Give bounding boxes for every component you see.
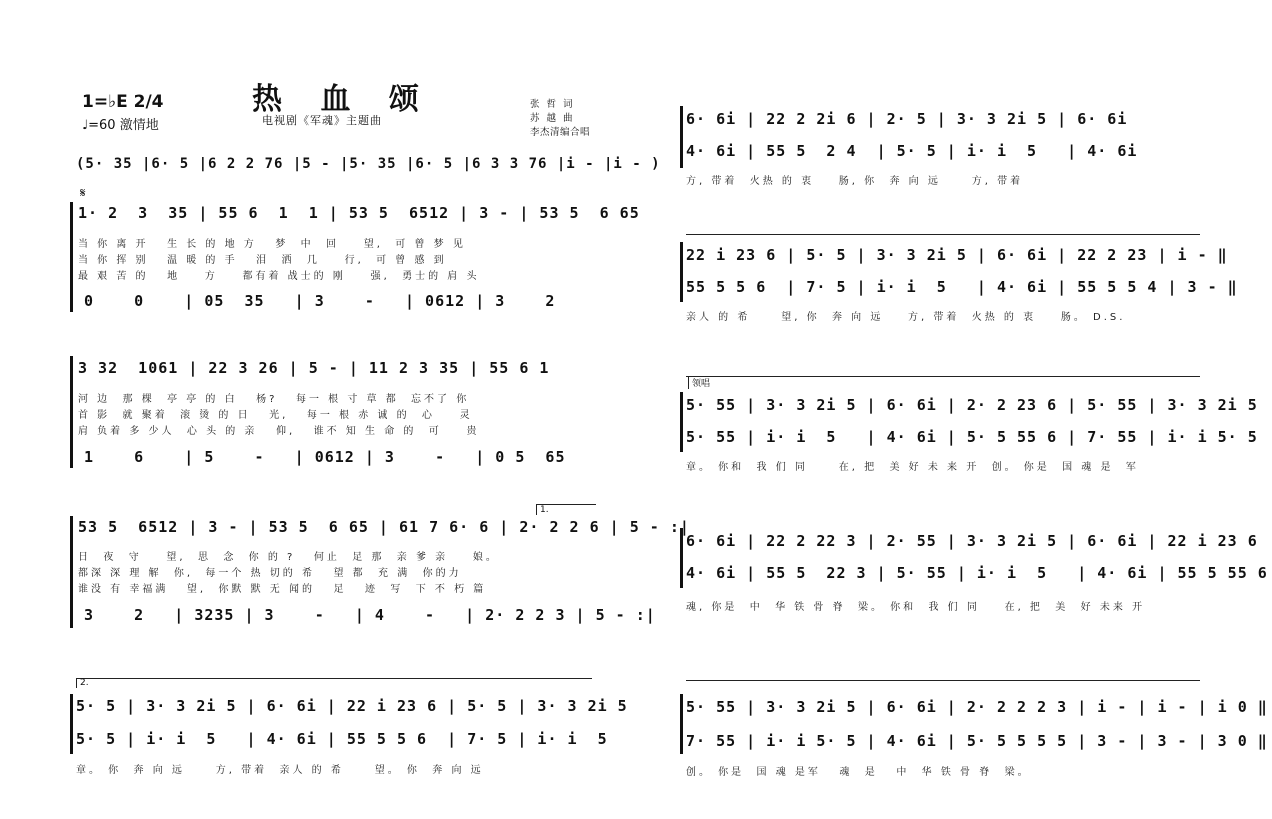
composer-credit: 苏 越 曲 [530,113,575,124]
lyrics-verse-2: 当 你 挥 别 温 暖 的 手 泪 洒 几 行, 可 曾 感 到 [78,255,447,266]
lower-voice: 5· 5 | i· i 5 | 4· 6i | 55 5 5 6 | 7· 5 | i· i 5 [76,730,608,748]
lyrics-verse-3: 肩 负着 多 少人 心 头 的 亲 仰, 谁不 知 生 命 的 可 贵 [78,426,480,437]
lyrics-line: 方, 带着 火热 的 衷 肠, 你 奔 向 远 方, 带着 [686,176,1024,187]
upper-voice: 5· 5 | 3· 3 2i 5 | 6· 6i | 22 i 23 6 | 5· 5 | 3· 3 2i 5 [76,697,628,715]
lower-voice: 5· 55 | i· i 5 | 4· 6i | 5· 5 55 6 | 7· 55 | i· i 5· 5 [686,428,1258,446]
lyrics-line: 创。 你是 国 魂 是军 魂 是 中 华 铁 骨 脊 梁。 [686,767,1031,778]
staff-line [686,234,1200,235]
singers-credit: 李杰清编合唱 [530,127,591,138]
system-brace [680,242,683,302]
upper-voice: 53 5 6512 | 3 - | 53 5 6 65 | 61 7 6· 6 | 2· 2 2 6 | 5 - :| [78,518,690,536]
lower-voice: 3 2 | 3235 | 3 - | 4 - | 2· 2 2 3 | 5 - :| [84,606,656,624]
lyrics-verse-2: 都深 深 理 解 你, 每一个 热 切的 希 望 都 充 满 你的力 [78,568,462,579]
lower-voice: 1 6 | 5 - | 0612 | 3 - | 0 5 65 [84,448,566,466]
upper-voice: 5· 55 | 3· 3 2i 5 | 6· 6i | 2· 2 23 6 | 5· 55 | 3· 3 2i 5 [686,396,1258,414]
upper-voice: 6· 6i | 22 2 22 3 | 2· 55 | 3· 3 2i 5 | 6· 6i | 22 i 23 6 [686,532,1258,550]
staff-line [686,376,1200,377]
lyrics-line: 章。 你 奔 向 远 方, 带着 亲人 的 希 望。 你 奔 向 远 [76,765,484,776]
song-title: 热 血 颂 [252,82,433,117]
lower-voice: 55 5 5 6 | 7· 5 | i· i 5 | 4· 6i | 55 5 5 4 | 3 - ‖ [686,278,1238,296]
volta-line [76,678,592,679]
intro-line: (5· 35 |6· 5 |6 2 2 76 |5 - |5· 35 |6· 5 |6 3 3 76 |i - |i - ) [76,156,661,172]
lyrics-verse-1: 河 边 那 棵 亭 亭 的 白 杨? 每一 根 寸 草 都 忘不了 你 [78,394,470,405]
system-brace [680,528,683,588]
upper-voice: 5· 55 | 3· 3 2i 5 | 6· 6i | 2· 2 2 2 3 | i - | i - | i 0 ‖ [686,698,1268,716]
upper-voice: 1· 2 3 35 | 55 6 1 1 | 53 5 6512 | 3 - | 53 5 6 65 [78,204,640,222]
lyrics-verse-3: 谁没 有 幸福满 望, 你默 默 无 闻的 足 迹 写 下 不 朽 篇 [78,584,487,595]
lyrics-verse-1: 日 夜 守 望, 思 念 你 的 ? 何止 足 那 亲 爹 亲 娘。 [78,552,499,563]
lower-voice: 7· 55 | i· i 5· 5 | 4· 6i | 5· 5 5 5 5 | 3 - | 3 - | 3 0 ‖ [686,732,1268,750]
key-signature: 1=♭E 2/4 [82,92,164,112]
lyrics-line: 章。 你和 我 们 同 在, 把 美 好 未 来 开 创。 你是 国 魂 是 军 [686,462,1139,473]
segno-icon: 𝄋 [80,186,86,201]
system-brace [680,392,683,452]
lyrics-line: 亲人 的 希 望, 你 奔 向 远 方, 带着 火热 的 衷 肠。 D.S. [686,312,1126,323]
lyrics-verse-2: 首 影 就 聚着 滚 烫 的 日 光, 每一 根 赤 诚 的 心 灵 [78,410,473,421]
volta-2: 2. [76,678,100,688]
system-brace [70,202,73,312]
tempo-marking: ♩=60 激情地 [82,118,159,133]
system-brace [680,106,683,168]
lyrics-verse-3: 最 艰 苦 的 地 方 都有着 战士的 刚 强, 勇士的 肩 头 [78,271,480,282]
upper-voice: 3 32 1061 | 22 3 26 | 5 - | 11 2 3 35 | 55 6 1 [78,359,550,377]
lyrics-line: 魂, 你是 中 华 铁 骨 脊 梁。 你和 我 们 同 在, 把 美 好 未来 开 [686,602,1146,613]
system-brace [70,694,73,754]
upper-voice: 22 i 23 6 | 5· 5 | 3· 3 2i 5 | 6· 6i | 22 2 23 | i - ‖ [686,246,1228,264]
lyrics-verse-1: 当 你 离 开 生 长 的 地 方 梦 中 回 望, 可 曾 梦 见 [78,239,466,250]
staff-line [686,680,1200,681]
lyricist-credit: 张 哲 词 [530,99,575,110]
song-subtitle: 电视剧《军魂》主题曲 [262,114,382,127]
solo-tag: 领唱 [688,376,732,389]
lower-voice: 0 0 | 05 35 | 3 - | 0612 | 3 2 [84,292,556,310]
lower-voice: 4· 6i | 55 5 2 4 | 5· 5 | i· i 5 | 4· 6i [686,142,1138,160]
system-brace [70,356,73,468]
lower-voice: 4· 6i | 55 5 22 3 | 5· 55 | i· i 5 | 4· 6i | 55 5 55 6 [686,564,1268,582]
volta-1: 1. [536,504,596,515]
system-brace [70,516,73,628]
upper-voice: 6· 6i | 22 2 2i 6 | 2· 5 | 3· 3 2i 5 | 6· 6i [686,110,1128,128]
system-brace [680,694,683,754]
